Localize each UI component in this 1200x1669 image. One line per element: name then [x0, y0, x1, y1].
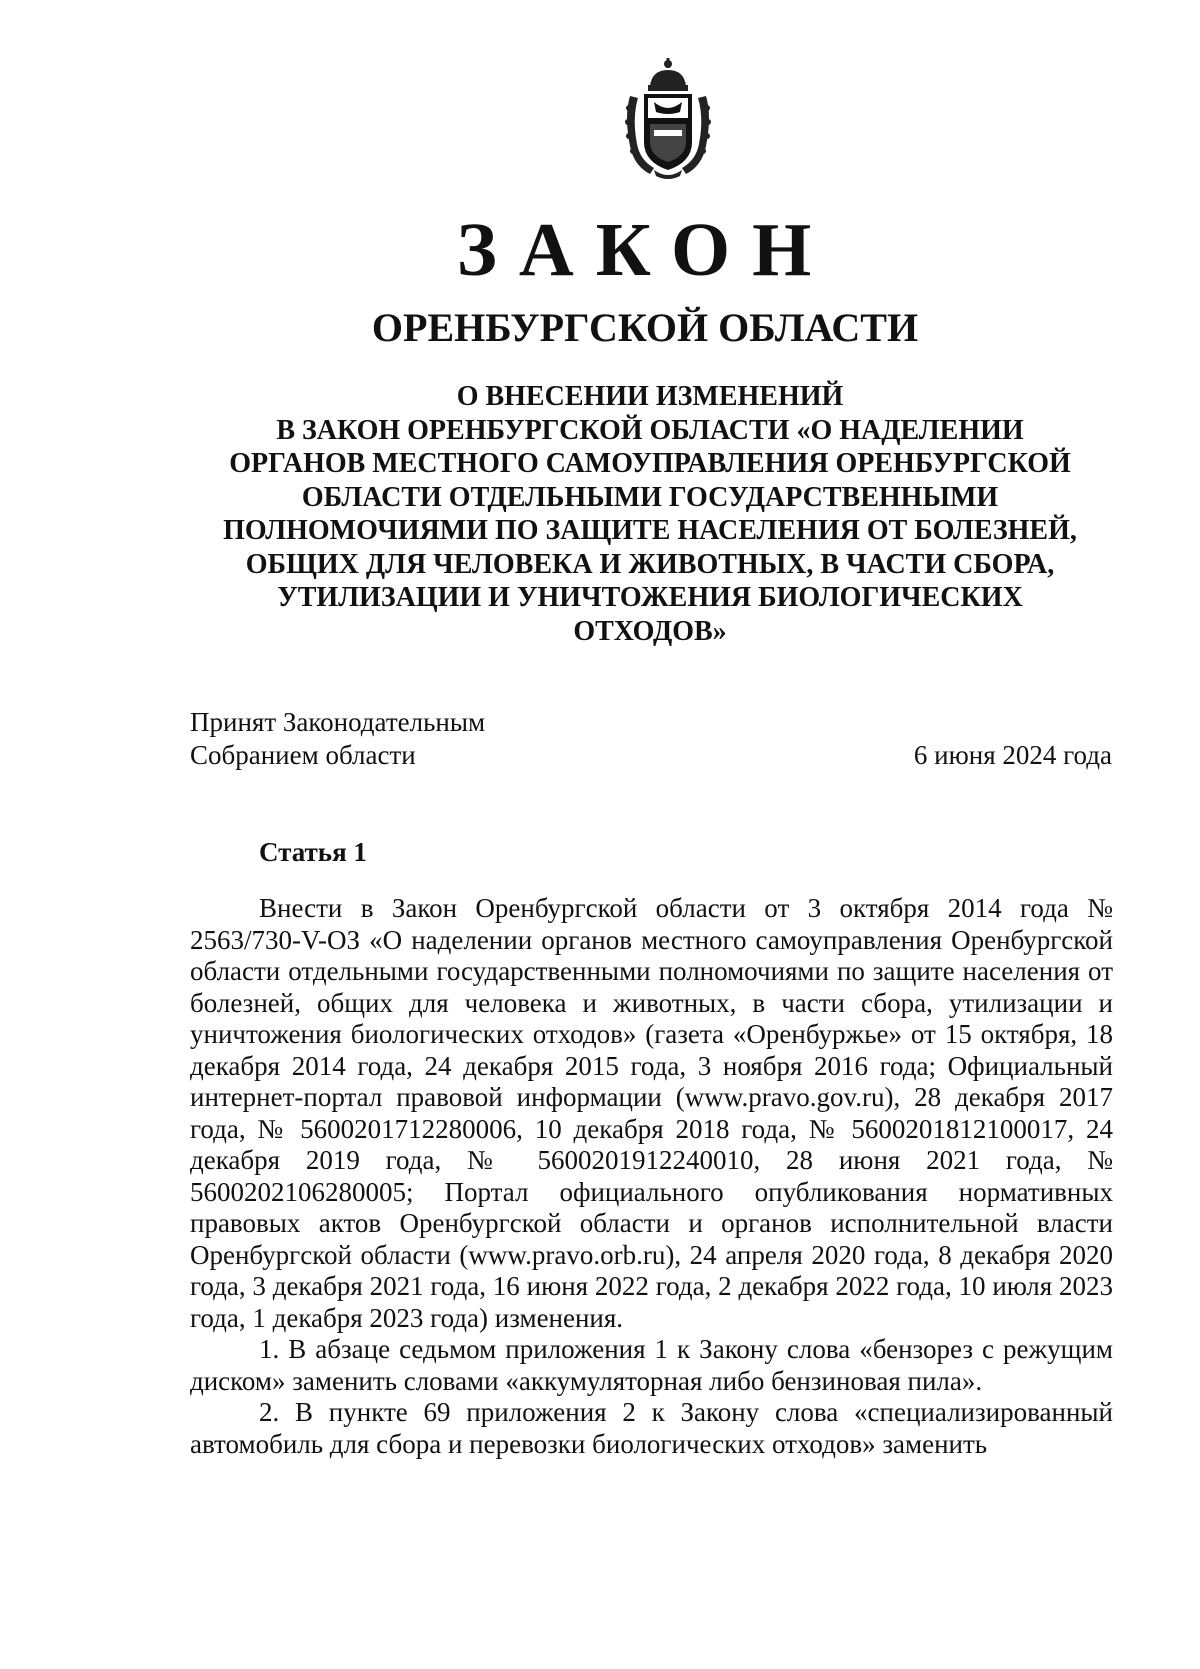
document-subtitle: ОРЕНБУРГСКОЙ ОБЛАСТИ	[371, 305, 919, 350]
article-title: Статья 1	[259, 837, 367, 867]
adoption-date: 6 июня 2024 года	[913, 740, 1112, 770]
heading-line: В ЗАКОН ОРЕНБУРГСКОЙ ОБЛАСТИ «О НАДЕЛЕНИИ	[276, 414, 1024, 446]
heading-line: ПОЛНОМОЧИЯМИ ПО ЗАЩИТЕ НАСЕЛЕНИЯ ОТ БОЛЕЗНЕЙ,	[223, 515, 1077, 546]
heading-line: УТИЛИЗАЦИИ И УНИЧТОЖЕНИЯ БИОЛОГИЧЕСКИХ	[277, 582, 1023, 613]
heading-line: О ВНЕСЕНИИ ИЗМЕНЕНИЙ	[456, 381, 844, 412]
heading-line: ОБЩИХ ДЛЯ ЧЕЛОВЕКА И ЖИВОТНЫХ, В ЧАСТИ СБОРА,	[245, 548, 1055, 580]
article-paragraph: 1. В абзаце седьмом приложения 1 к Закону слова «бензорез с режущим диском» заменить словами «аккумуляторная либо бензиновая пила».	[190, 1334, 1113, 1396]
document-title: ЗАКОН	[456, 208, 834, 292]
article-body	[190, 893, 1113, 1460]
adoption-line: Принят Законодательным	[190, 707, 486, 737]
adoption-line: Собранием области	[190, 740, 416, 770]
heading-line: ОБЛАСТИ ОТДЕЛЬНЫМИ ГОСУДАРСТВЕННЫМИ	[301, 481, 999, 513]
article-paragraph: Внести в Закон Оренбургской области от 3 октября 2014 года № 2563/730-V-ОЗ «О наделении органов местного самоуправления Оренбургской области отдельными государственными полномочиями по защите населения от болезней, общих для человека и животных, в части сбора, утилизации и уничтожения биологических отходов» (газета «Оренбуржье» от 15 октября, 18 декабря 2014 года, 24 декабря 2015 года, 3 ноября 2016 года; Официальный интернет-портал правовой информации (www.pravo.gov.ru), 28 декабря 2017 года, № 5600201712280006, 10 декабря 2018 года, № 5600201812100017, 24 декабря 2019 года, № 5600201912240010, 28 июня 2021 года, № 5600202106280005; Портал официального опубликования нормативных правовых актов Оренбургской области и органов исполнительной власти Оренбургской области (www.pravo.orb.ru), 24 апреля 2020 года, 8 декабря 2020 года, 3 декабря 2021 года, 16 июня 2022 года, 2 декабря 2022 года, 10 июля 2023 года, 1 декабря 2023 года) изменения.	[190, 893, 1113, 1333]
heading-line: ОРГАНОВ МЕСТНОГО САМОУПРАВЛЕНИЯ ОРЕНБУРГСКОЙ	[229, 448, 1071, 479]
heading-line: ОТХОДОВ»	[573, 615, 727, 647]
adoption-block	[190, 706, 485, 772]
law-heading	[190, 380, 1110, 648]
article-paragraph: 2. В пункте 69 приложения 2 к Закону слова «специализированный автомобиль для сбора и перевозки биологических отходов» заменить	[190, 1397, 1113, 1459]
coat-of-arms-icon	[620, 56, 716, 180]
